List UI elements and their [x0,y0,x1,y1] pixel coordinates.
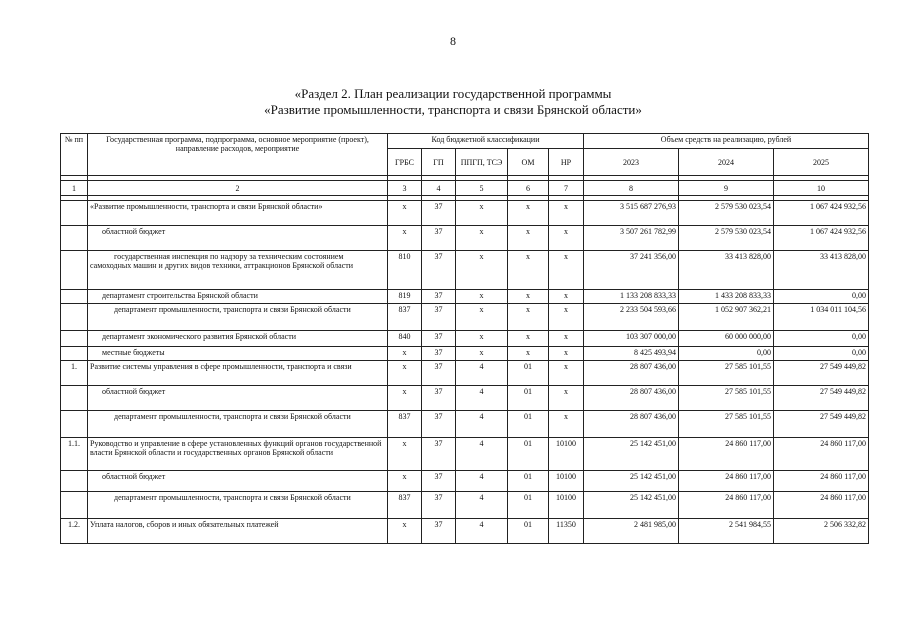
row-num-cell [61,347,88,361]
row-2024-cell: 1 433 208 833,33 [679,290,774,304]
row-ppgp-cell: 4 [456,492,508,519]
row-ppgp-cell: 4 [456,386,508,411]
col-number: 3 [388,181,422,196]
header-grbs: ГРБС [388,149,422,176]
row-2023-cell: 103 307 000,00 [584,331,679,347]
row-name-cell: «Развитие промышленности, транспорта и связи Брянской области» [88,201,388,226]
row-num-cell [61,471,88,492]
row-2024-cell: 0,00 [679,347,774,361]
row-np-cell: х [549,411,584,438]
row-om-cell: 01 [508,438,549,471]
row-num-cell [61,251,88,290]
row-2025-cell: 2 506 332,82 [774,519,869,544]
row-2024-cell: 24 860 117,00 [679,471,774,492]
row-gp-cell: 37 [422,251,456,290]
row-2023-cell: 28 807 436,00 [584,386,679,411]
row-name-cell: Развитие системы управления в сфере промышленности, транспорта и связи [88,361,388,386]
row-2023-cell: 3 515 687 276,93 [584,201,679,226]
row-2023-cell: 25 142 451,00 [584,438,679,471]
row-np-cell: х [549,361,584,386]
header-2023: 2023 [584,149,679,176]
col-number: 10 [774,181,869,196]
row-2023-cell: 28 807 436,00 [584,361,679,386]
row-2023-cell: 28 807 436,00 [584,411,679,438]
plan-table-body [61,176,869,544]
col-number: 5 [456,181,508,196]
row-om-cell: х [508,331,549,347]
col-number: 7 [549,181,584,196]
row-2023-cell: 8 425 493,94 [584,347,679,361]
row-2025-cell: 24 860 117,00 [774,471,869,492]
row-grbs-cell: х [388,471,422,492]
row-2023-cell: 3 507 261 782,99 [584,226,679,251]
row-name-cell: областной бюджет [88,226,388,251]
row-ppgp-cell: 4 [456,519,508,544]
row-name-cell: государственная инспекция по надзору за техническим состоянием самоходных машин и других видов техники, аттракционов Брянской области [88,251,388,290]
row-om-cell: х [508,251,549,290]
row-grbs-cell: 837 [388,492,422,519]
row-grbs-cell: х [388,438,422,471]
row-name-cell: областной бюджет [88,471,388,492]
row-2024-cell: 27 585 101,55 [679,386,774,411]
row-gp-cell: 37 [422,361,456,386]
row-ppgp-cell: х [456,347,508,361]
column-numbers-row [61,181,869,196]
row-om-cell: 01 [508,471,549,492]
row-2025-cell: 27 549 449,82 [774,361,869,386]
plan-table [60,133,869,544]
row-grbs-cell: х [388,361,422,386]
row-2024-cell: 2 579 530 023,54 [679,226,774,251]
row-gp-cell: 37 [422,331,456,347]
row-ppgp-cell: 4 [456,471,508,492]
row-num-cell [61,386,88,411]
header-2024: 2024 [679,149,774,176]
row-np-cell: 10100 [549,438,584,471]
row-2025-cell: 24 860 117,00 [774,492,869,519]
col-number: 2 [88,181,388,196]
heading-line-1: «Раздел 2. План реализации государственной программы [294,86,612,101]
header-name: Государственная программа, подпрограмма, основное мероприятие (проект), направление расходов, мероприятие [88,134,388,176]
row-ppgp-cell: 4 [456,361,508,386]
table-row [61,331,869,347]
row-ppgp-cell: х [456,304,508,331]
header-ppgp: ППГП, ТСЭ [456,149,508,176]
row-num-cell [61,226,88,251]
row-2025-cell: 27 549 449,82 [774,411,869,438]
row-grbs-cell: 840 [388,331,422,347]
header-2025: 2025 [774,149,869,176]
table-row [61,519,869,544]
row-num-cell [61,304,88,331]
row-np-cell: х [549,201,584,226]
header-om: ОМ [508,149,549,176]
row-gp-cell: 37 [422,386,456,411]
table-row [61,226,869,251]
row-2023-cell: 25 142 451,00 [584,471,679,492]
row-2025-cell: 27 549 449,82 [774,386,869,411]
row-np-cell: х [549,226,584,251]
row-om-cell: 01 [508,492,549,519]
row-ppgp-cell: 4 [456,438,508,471]
row-np-cell: х [549,304,584,331]
row-2023-cell: 2 233 504 593,66 [584,304,679,331]
row-np-cell: х [549,386,584,411]
table-row [61,438,869,471]
row-gp-cell: 37 [422,347,456,361]
row-np-cell: 10100 [549,492,584,519]
row-gp-cell: 37 [422,438,456,471]
row-num-cell [61,492,88,519]
row-2023-cell: 2 481 985,00 [584,519,679,544]
row-num-cell: 1.1. [61,438,88,471]
table-row [61,201,869,226]
row-om-cell: х [508,347,549,361]
row-ppgp-cell: х [456,290,508,304]
row-2024-cell: 24 860 117,00 [679,492,774,519]
row-num-cell [61,201,88,226]
row-om-cell: 01 [508,411,549,438]
row-ppgp-cell: х [456,201,508,226]
row-grbs-cell: х [388,226,422,251]
row-np-cell: х [549,251,584,290]
row-num-cell [61,411,88,438]
row-np-cell: х [549,290,584,304]
row-om-cell: х [508,201,549,226]
row-2023-cell: 25 142 451,00 [584,492,679,519]
row-2025-cell: 0,00 [774,290,869,304]
header-row-top [61,134,869,149]
row-om-cell: 01 [508,519,549,544]
row-grbs-cell: х [388,347,422,361]
table-row [61,471,869,492]
row-grbs-cell: х [388,386,422,411]
row-om-cell: 01 [508,386,549,411]
row-gp-cell: 37 [422,304,456,331]
row-om-cell: х [508,290,549,304]
row-name-cell: департамент промышленности, транспорта и связи Брянской области [88,304,388,331]
row-ppgp-cell: х [456,226,508,251]
table-row [61,251,869,290]
row-np-cell: 10100 [549,471,584,492]
row-grbs-cell: 837 [388,411,422,438]
col-number: 1 [61,181,88,196]
row-2023-cell: 1 133 208 833,33 [584,290,679,304]
row-2025-cell: 24 860 117,00 [774,438,869,471]
row-np-cell: 11350 [549,519,584,544]
col-number: 4 [422,181,456,196]
row-gp-cell: 37 [422,201,456,226]
row-np-cell: х [549,347,584,361]
row-grbs-cell: х [388,201,422,226]
row-name-cell: департамент строительства Брянской области [88,290,388,304]
row-2025-cell: 1 034 011 104,56 [774,304,869,331]
row-ppgp-cell: 4 [456,411,508,438]
row-2025-cell: 1 067 424 932,56 [774,226,869,251]
section-heading [0,86,906,118]
table-row [61,347,869,361]
table-row [61,386,869,411]
row-name-cell: департамент промышленности, транспорта и связи Брянской области [88,411,388,438]
row-num-cell: 1.2. [61,519,88,544]
row-ppgp-cell: х [456,251,508,290]
row-gp-cell: 37 [422,471,456,492]
col-number: 6 [508,181,549,196]
row-2024-cell: 24 860 117,00 [679,438,774,471]
row-num-cell [61,290,88,304]
page-number: 8 [450,34,456,48]
header-np: НР [549,149,584,176]
row-np-cell: х [549,331,584,347]
row-grbs-cell: 837 [388,304,422,331]
row-name-cell: местные бюджеты [88,347,388,361]
row-name-cell: Уплата налогов, сборов и иных обязательных платежей [88,519,388,544]
row-gp-cell: 37 [422,226,456,251]
table-row [61,411,869,438]
row-om-cell: 01 [508,361,549,386]
row-name-cell: департамент экономического развития Брянской области [88,331,388,347]
header-gp: ГП [422,149,456,176]
row-2024-cell: 2 579 530 023,54 [679,201,774,226]
col-number: 8 [584,181,679,196]
row-gp-cell: 37 [422,411,456,438]
row-name-cell: областной бюджет [88,386,388,411]
row-name-cell: Руководство и управление в сфере установленных функций органов государственной власти Брянской области и государственных органов Брянской области [88,438,388,471]
row-ppgp-cell: х [456,331,508,347]
table-row [61,492,869,519]
header-volume: Объем средств на реализацию, рублей [584,134,869,149]
table-row [61,361,869,386]
heading-line-2: «Развитие промышленности, транспорта и связи Брянской области» [264,102,642,117]
row-2025-cell: 33 413 828,00 [774,251,869,290]
row-gp-cell: 37 [422,290,456,304]
row-2025-cell: 0,00 [774,331,869,347]
header-num: № пп [61,134,88,176]
row-grbs-cell: 810 [388,251,422,290]
row-grbs-cell: 819 [388,290,422,304]
table-row [61,304,869,331]
row-2024-cell: 2 541 984,55 [679,519,774,544]
row-2024-cell: 27 585 101,55 [679,411,774,438]
col-number: 9 [679,181,774,196]
row-grbs-cell: х [388,519,422,544]
row-2024-cell: 33 413 828,00 [679,251,774,290]
row-2025-cell: 1 067 424 932,56 [774,201,869,226]
table-row [61,290,869,304]
row-num-cell: 1. [61,361,88,386]
row-2023-cell: 37 241 356,00 [584,251,679,290]
row-gp-cell: 37 [422,519,456,544]
header-budget-code: Код бюджетной классификации [388,134,584,149]
row-om-cell: х [508,304,549,331]
row-name-cell: департамент промышленности, транспорта и связи Брянской области [88,492,388,519]
row-2024-cell: 1 052 907 362,21 [679,304,774,331]
row-2025-cell: 0,00 [774,347,869,361]
row-gp-cell: 37 [422,492,456,519]
row-2024-cell: 60 000 000,00 [679,331,774,347]
row-num-cell [61,331,88,347]
row-2024-cell: 27 585 101,55 [679,361,774,386]
row-om-cell: х [508,226,549,251]
